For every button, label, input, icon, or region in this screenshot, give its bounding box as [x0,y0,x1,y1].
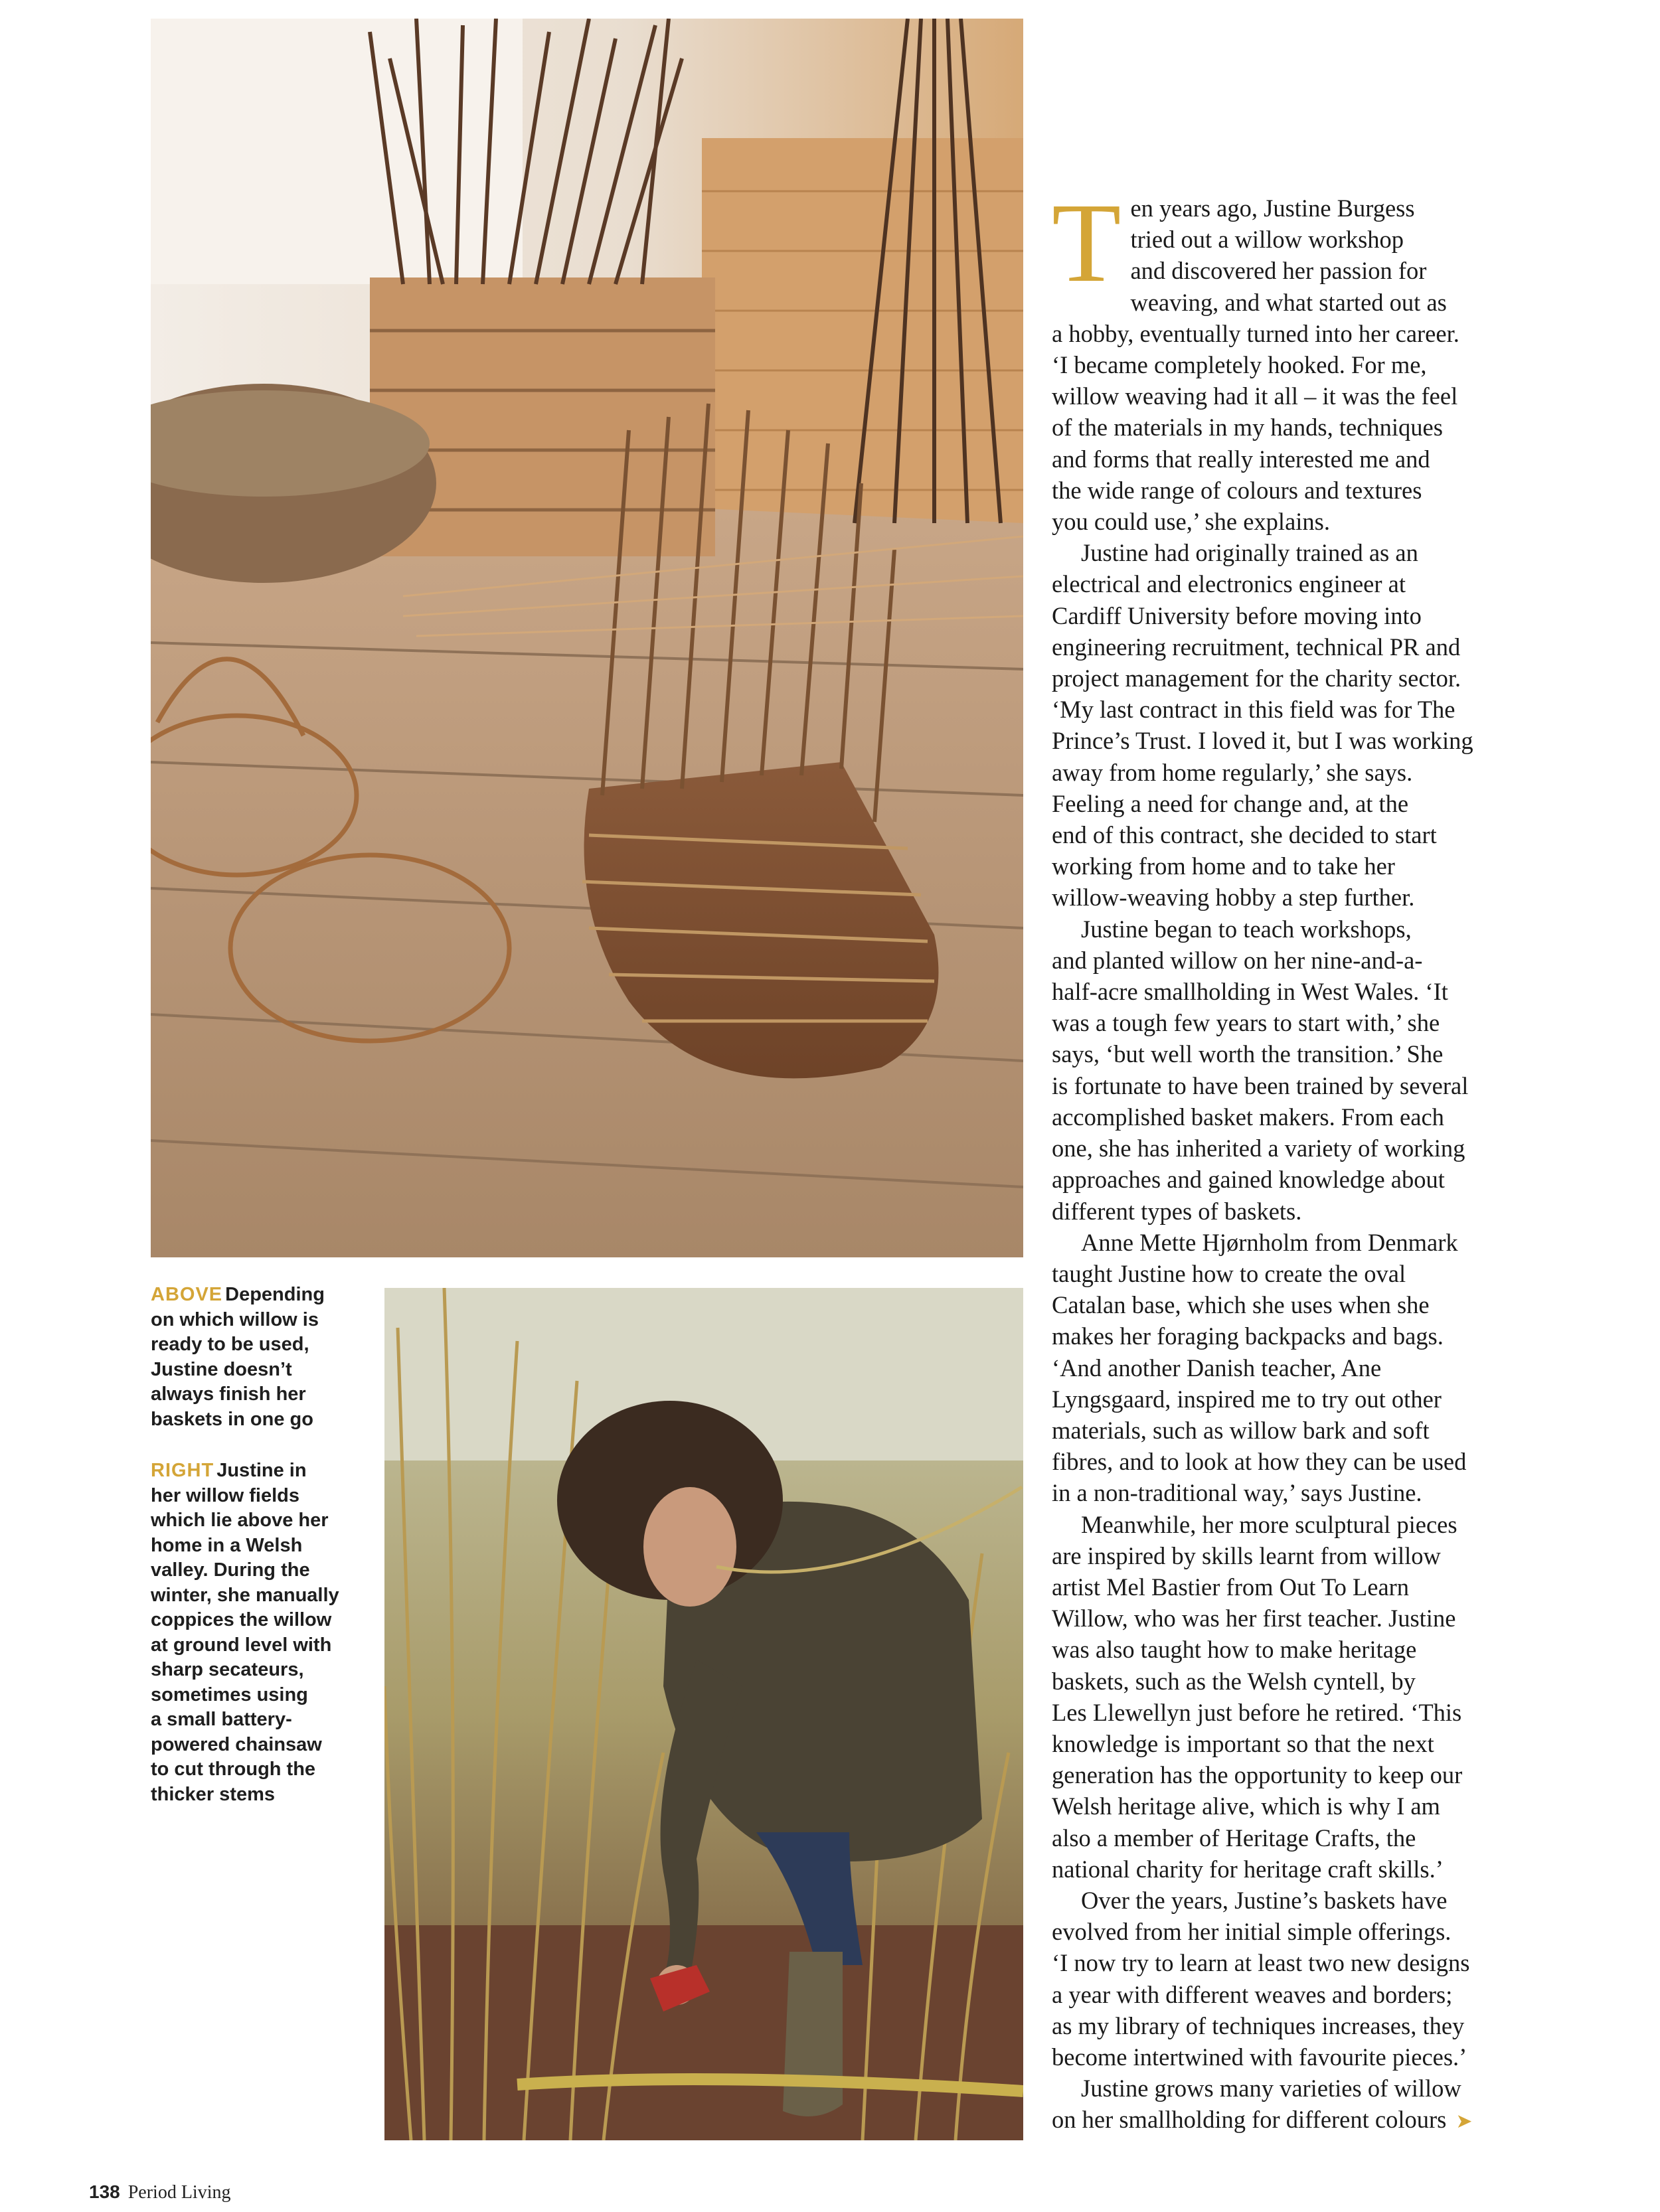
photo-justine-coppicing [384,1288,1023,2140]
article-line: ‘And another Danish teacher, Ane [1052,1354,1382,1382]
article-line: willow-weaving hobby a step further. [1052,884,1415,911]
article-line: Prince’s Trust. I loved it, but I was working [1052,727,1473,755]
caption-label: ABOVE [151,1284,223,1305]
article-line: one, she has inherited a variety of working [1052,1135,1465,1162]
article-paragraph [1052,537,1521,913]
article-line: the wide range of colours and textures [1052,476,1422,504]
continue-arrow-icon: ➤ [1455,2110,1473,2133]
article-line: half-acre smallholding in West Wales. ‘It [1052,978,1448,1006]
article-line: generation has the opportunity to keep our [1052,1761,1463,1789]
article-paragraph [1052,1885,1521,2073]
article-line: Anne Mette Hjørnholm from Denmark [1081,1228,1458,1256]
article-line: en years ago, Justine Burgess [1130,195,1415,222]
caption-line: sometimes using [151,1684,308,1705]
article-line: evolved from her initial simple offerings. [1052,1918,1452,1946]
article-line: Over the years, Justine’s baskets have [1081,1886,1448,1914]
article-line: ‘My last contract in this field was for The [1052,696,1455,724]
caption-line: thicker stems [151,1783,275,1805]
article-line: Lyngsgaard, inspired me to try out other [1052,1385,1442,1413]
article-paragraph [1052,180,1521,537]
article-line: taught Justine how to create the oval [1052,1259,1406,1287]
caption-line: a small battery- [151,1709,292,1730]
article-line: makes her foraging backpacks and bags. [1052,1322,1444,1350]
caption-line: always finish her [151,1383,306,1405]
article-line: Meanwhile, her more sculptural pieces [1081,1510,1457,1538]
article-line: tried out a willow workshop [1130,226,1404,254]
article-line: away from home regularly,’ she says. [1052,758,1413,786]
article-line: ‘I now try to learn at least two new designs [1052,1949,1470,1977]
article-line: Justine had originally trained as an [1081,539,1418,567]
caption-label: RIGHT [151,1460,214,1481]
caption-line: home in a Welsh [151,1534,303,1556]
article-line: Justine grows many varieties of willow [1081,2075,1461,2102]
article-line: engineering recruitment, technical PR and [1052,633,1461,661]
article-line: materials, such as willow bark and soft [1052,1416,1430,1444]
caption-above [151,1283,363,1432]
page-number: 138 [89,2181,120,2202]
article-line: willow weaving had it all – it was the feel [1052,382,1458,410]
article-line: Welsh heritage alive, which is why I am [1052,1792,1440,1820]
article-line: different types of baskets. [1052,1197,1302,1225]
article-line: accomplished basket makers. From each [1052,1103,1444,1131]
article-line: Willow, who was her first teacher. Justine [1052,1605,1456,1632]
article-line: as my library of techniques increases, they [1052,2012,1465,2039]
article-body [1052,180,1521,2138]
article-line: working from home and to take her [1052,852,1395,880]
caption-line: powered chainsaw [151,1733,322,1755]
photo-willow-baskets [151,19,1023,1257]
article-line: become intertwined with favourite pieces.’ [1052,2043,1467,2071]
article-paragraph [1052,1509,1521,1885]
article-line: and planted willow on her nine-and-a- [1052,946,1423,974]
caption-line: Justine doesn’t [151,1358,292,1380]
drop-cap: T [1052,180,1121,305]
article-line: Feeling a need for change and, at the [1052,789,1409,817]
caption-line: ready to be used, [151,1334,309,1355]
article-line: artist Mel Bastier from Out To Learn [1052,1573,1410,1601]
article-line: baskets, such as the Welsh cyntell, by [1052,1667,1416,1695]
article-line: Catalan base, which she uses when she [1052,1291,1430,1319]
captions [151,1283,363,1834]
article-line: of the materials in my hands, techniques [1052,414,1443,441]
article-line: Cardiff University before moving into [1052,601,1422,629]
article-line: and forms that really interested me and [1052,445,1430,473]
caption-line: sharp secateurs, [151,1659,304,1680]
article-paragraph [1052,913,1521,1227]
caption-line: Justine in [216,1460,307,1481]
article-line: fibres, and to look at how they can be used [1052,1448,1467,1476]
article-line: was a tough few years to start with,’ she [1052,1009,1440,1037]
caption-line: her willow fields [151,1484,299,1506]
caption-line: baskets in one go [151,1408,313,1430]
article-line: also a member of Heritage Crafts, the [1052,1824,1416,1852]
article-line: you could use,’ she explains. [1052,508,1330,536]
article-line: was also taught how to make heritage [1052,1636,1417,1664]
caption-line: Depending [225,1284,325,1305]
article-paragraph [1052,2073,1521,2137]
article-line: national charity for heritage craft skills.’ [1052,1855,1444,1883]
article-line: is fortunate to have been trained by several [1052,1071,1469,1099]
article-line: weaving, and what started out as [1130,288,1447,316]
article-line: end of this contract, she decided to start [1052,821,1437,849]
article-line: Justine began to teach workshops, [1081,915,1412,943]
page-footer [89,2181,230,2203]
article-line: approaches and gained knowledge about [1052,1166,1445,1194]
article-line: Les Llewellyn just before he retired. ‘This [1052,1698,1462,1726]
article-line: and discovered her passion for [1130,257,1427,285]
caption-line: valley. During the [151,1559,310,1581]
caption-line: at ground level with [151,1634,332,1656]
caption-line: which lie above her [151,1510,329,1531]
article-line: in a non-traditional way,’ says Justine. [1052,1479,1422,1507]
article-line: are inspired by skills learnt from willow [1052,1541,1441,1569]
article-line: ‘I became completely hooked. For me, [1052,351,1427,379]
caption-line: winter, she manually [151,1584,339,1606]
article-line: on her smallholding for different colours ➤ [1052,2106,1473,2134]
article-line: knowledge is important so that the next [1052,1729,1434,1757]
article-line: electrical and electronics engineer at [1052,570,1406,598]
caption-right [151,1459,363,1807]
caption-line: coppices the willow [151,1609,332,1630]
caption-line: to cut through the [151,1759,316,1780]
article-line: a hobby, eventually turned into her career. [1052,319,1459,347]
article-line: project management for the charity sector. [1052,665,1461,692]
article-paragraph [1052,1227,1521,1509]
caption-line: on which willow is [151,1308,319,1330]
magazine-name: Period Living [127,2182,231,2203]
article-line: a year with different weaves and borders; [1052,1980,1453,2008]
article-line: says, ‘but well worth the transition.’ She [1052,1040,1444,1068]
